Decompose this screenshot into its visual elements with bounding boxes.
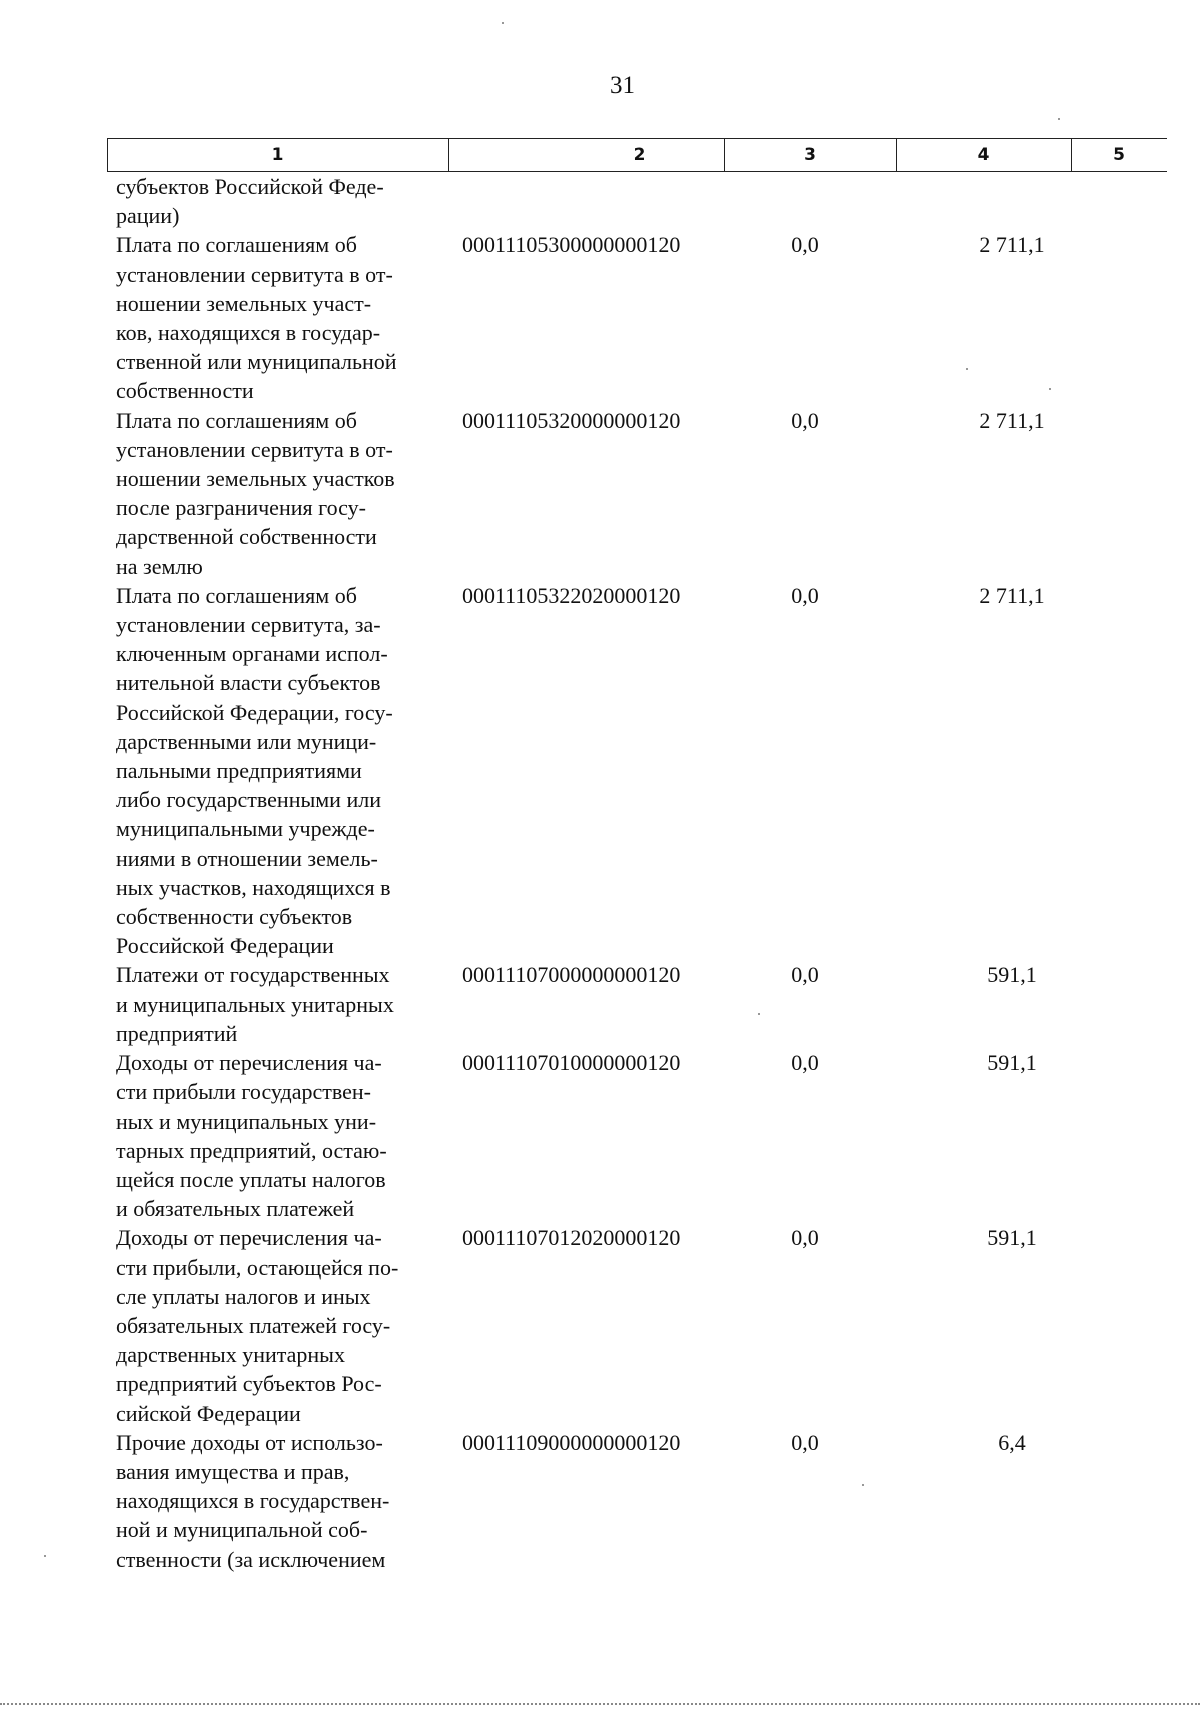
table-body <box>116 172 1166 1574</box>
description-line: ношении земельных участков <box>116 466 395 492</box>
table-row <box>116 230 1166 405</box>
description-line: Плата по соглашениям об <box>116 582 357 608</box>
row-code: 00011107010000000120 <box>462 1050 681 1076</box>
description-line: щейся после уплаты налогов <box>116 1166 386 1192</box>
description-line: на землю <box>116 553 203 579</box>
header-col-4: 4 <box>977 145 990 165</box>
header-col-2: 2 <box>633 145 646 165</box>
row-col4-value: 2 711,1 <box>979 232 1045 258</box>
row-code: 00011107012020000120 <box>462 1225 681 1251</box>
description-line: нительной власти субъектов <box>116 670 381 696</box>
row-code: 00011105322020000120 <box>462 582 681 608</box>
header-col-3: 3 <box>804 145 816 165</box>
description-line: установлении сервитута в от- <box>116 436 393 462</box>
table-row <box>116 172 1166 230</box>
scan-speck <box>966 368 968 370</box>
row-code: 00011107000000000120 <box>462 962 681 988</box>
row-description <box>116 1428 440 1574</box>
header-col-5: 5 <box>1113 145 1125 165</box>
description-line: ков, находящихся в государ- <box>116 320 381 346</box>
row-col3-value: 0,0 <box>791 962 819 988</box>
row-code: 00011109000000000120 <box>462 1429 681 1455</box>
description-line: Плата по соглашениям об <box>116 232 357 258</box>
row-col3-value: 0,0 <box>791 582 819 608</box>
description-line: установлении сервитута, за- <box>116 612 381 638</box>
description-line: дарственной собственности <box>116 524 377 550</box>
description-line: сти прибыли государствен- <box>116 1079 371 1105</box>
scan-speck <box>502 22 504 24</box>
row-description <box>116 581 440 961</box>
description-line: ной и муниципальной соб- <box>116 1517 368 1543</box>
table-row <box>116 406 1166 581</box>
description-line: установлении сервитута в от- <box>116 261 393 287</box>
description-line: Платежи от государственных <box>116 962 390 988</box>
description-line: Доходы от перечисления ча- <box>116 1050 382 1076</box>
table-row <box>116 1048 1166 1223</box>
row-description <box>116 960 440 1048</box>
description-line: сийской Федерации <box>116 1400 301 1426</box>
row-col4-value: 591,1 <box>987 962 1037 988</box>
row-col3-value: 0,0 <box>791 407 819 433</box>
row-col4-value: 6,4 <box>998 1429 1026 1455</box>
table-row <box>116 1428 1166 1574</box>
scan-speck <box>758 1013 760 1015</box>
row-col3-value: 0,0 <box>791 232 819 258</box>
description-line: ношении земельных участ- <box>116 290 372 316</box>
description-line: после разграничения госу- <box>116 495 366 521</box>
row-col4-value: 2 711,1 <box>979 582 1045 608</box>
page-number: 31 <box>610 72 635 99</box>
description-line: дарственных унитарных <box>116 1342 345 1368</box>
scan-speck <box>1049 388 1051 390</box>
row-description <box>116 406 440 581</box>
table-row <box>116 1223 1166 1427</box>
row-code: 00011105300000000120 <box>462 232 681 258</box>
row-col3-value: 0,0 <box>791 1225 819 1251</box>
description-line: ниями в отношении земель- <box>116 845 378 871</box>
row-col4-value: 591,1 <box>987 1225 1037 1251</box>
description-line: и муниципальных унитарных <box>116 991 394 1017</box>
row-col3-value: 0,0 <box>791 1050 819 1076</box>
description-line: рации) <box>116 203 180 229</box>
description-line: ных участков, находящихся в <box>116 874 391 900</box>
row-description <box>116 1223 440 1427</box>
row-description <box>116 1048 440 1223</box>
table-row <box>116 581 1166 961</box>
row-description <box>116 230 440 405</box>
description-line: ных и муниципальных уни- <box>116 1108 377 1134</box>
row-col3-value: 0,0 <box>791 1429 819 1455</box>
description-line: сле уплаты налогов и иных <box>116 1283 371 1309</box>
description-line: субъектов Российской Феде- <box>116 174 384 199</box>
description-line: предприятий субъектов Рос- <box>116 1371 382 1397</box>
scan-speck <box>1058 118 1060 120</box>
scan-edge-line <box>0 1703 1200 1705</box>
row-code: 00011105320000000120 <box>462 407 681 433</box>
description-line: тарных предприятий, остаю- <box>116 1137 387 1163</box>
description-line: сти прибыли, остающейся по- <box>116 1254 399 1280</box>
row-description <box>116 172 440 230</box>
description-line: и обязательных платежей <box>116 1196 355 1222</box>
description-line: собственности <box>116 378 254 404</box>
description-line: ственности (за исключением <box>116 1546 386 1572</box>
row-col4-value: 591,1 <box>987 1050 1037 1076</box>
description-line: находящихся в государствен- <box>116 1488 390 1514</box>
table-header <box>107 138 1167 172</box>
description-line: пальными предприятиями <box>116 758 362 784</box>
description-line: собственности субъектов <box>116 904 353 930</box>
description-line: дарственными или муници- <box>116 728 377 754</box>
description-line: Доходы от перечисления ча- <box>116 1225 382 1251</box>
description-line: предприятий <box>116 1020 238 1046</box>
description-line: Российской Федерации <box>116 933 334 959</box>
scan-speck <box>44 1555 46 1557</box>
header-col-1: 1 <box>271 145 284 165</box>
scan-speck <box>862 1484 864 1486</box>
description-line: вания имущества и прав, <box>116 1458 350 1484</box>
description-line: Российской Федерации, госу- <box>116 699 393 725</box>
description-line: ственной или муниципальной <box>116 349 397 375</box>
description-line: Прочие доходы от использо- <box>116 1429 383 1455</box>
table-row <box>116 960 1166 1048</box>
description-line: обязательных платежей госу- <box>116 1312 391 1338</box>
description-line: ключенным органами испол- <box>116 641 388 667</box>
description-line: либо государственными или <box>116 787 381 813</box>
description-line: Плата по соглашениям об <box>116 407 357 433</box>
description-line: муниципальными учрежде- <box>116 816 375 842</box>
row-col4-value: 2 711,1 <box>979 407 1045 433</box>
